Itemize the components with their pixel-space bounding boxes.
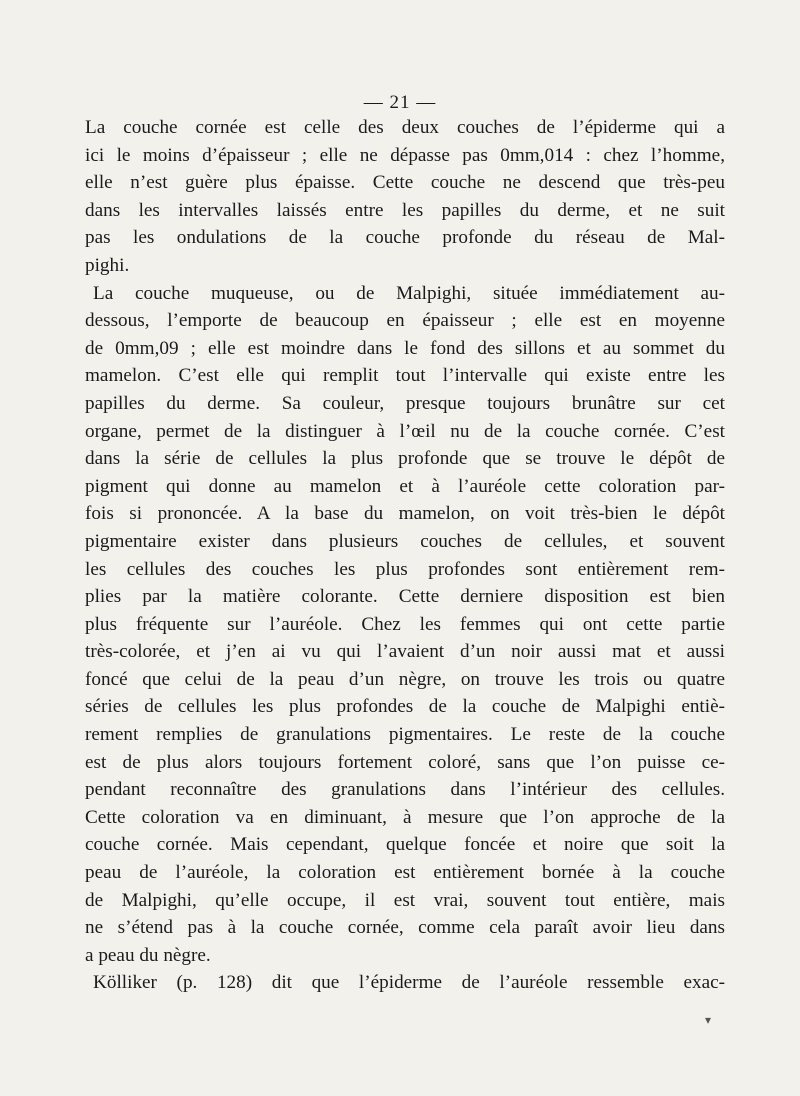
text-line: elle n’est guère plus épaisse. Cette couche ne descend que très-peu (85, 172, 725, 194)
text-line: ne s’étend pas à la couche cornée, comme cela paraît avoir lieu dans (85, 917, 725, 939)
text-line: pas les ondulations de la couche profonde du réseau de Mal- (85, 227, 725, 249)
text-line: de Malpighi, qu’elle occupe, il est vrai, souvent tout entière, mais (85, 889, 725, 911)
text-line: a peau du nègre. (85, 944, 211, 966)
text-line: papilles du derme. Sa couleur, presque toujours brunâtre sur cet (85, 392, 725, 414)
text-line: de 0mm,09 ; elle est moindre dans le fond des sillons et au sommet du (85, 337, 725, 359)
text-line: foncé que celui de la peau d’un nègre, on trouve les trois ou quatre (85, 668, 725, 690)
page-number: — 21 — (363, 92, 437, 113)
text-line: couche cornée. Mais cependant, quelque foncée et noire que soit la (85, 834, 725, 856)
text-line: plus fréquente sur l’auréole. Chez les femmes qui ont cette partie (85, 613, 725, 635)
text-line: rement remplies de granulations pigmentaires. Le reste de la couche (85, 724, 725, 746)
text-line: plies par la matière colorante. Cette derniere disposition est bien (85, 586, 725, 608)
text-line: Cette coloration va en diminuant, à mesure que l’on approche de la (85, 806, 725, 828)
text-line: organe, permet de la distinguer à l’œil nu de la couche cornée. C’est (85, 420, 725, 442)
text-line: pigment qui donne au mamelon et à l’auréole cette coloration par- (85, 475, 725, 497)
text-line: Kölliker (p. 128) dit que l’épiderme de l’auréole ressemble exac- (93, 972, 725, 994)
text-line: est de plus alors toujours fortement coloré, sans que l’on puisse ce- (85, 751, 725, 773)
body-text (85, 114, 725, 997)
text-line: La couche muqueuse, ou de Malpighi, située immédiatement au- (93, 282, 725, 304)
text-line: mamelon. C’est elle qui remplit tout l’intervalle qui existe entre les (85, 365, 725, 387)
text-line: ici le moins d’épaisseur ; elle ne dépasse pas 0mm,014 : chez l’homme, (85, 144, 725, 166)
text-line: La couche cornée est celle des deux couches de l’épiderme qui a (85, 117, 725, 138)
text-line: dans les intervalles laissés entre les papilles du derme, et ne suit (85, 199, 725, 221)
text-line: dessous, l’emporte de beaucoup en épaisseur ; elle est en moyenne (85, 310, 725, 332)
text-line: pigmentaire exister dans plusieurs couches de cellules, et souvent (85, 530, 725, 552)
text-line: très-colorée, et j’en ai vu qui l’avaient d’un noir aussi mat et aussi (85, 641, 725, 663)
text-line: pighi. (85, 254, 130, 276)
margin-mark-icon: ▾ (705, 1013, 712, 1027)
text-line: les cellules des couches les plus profondes sont entièrement rem- (85, 558, 725, 580)
text-line: fois si prononcée. A la base du mamelon, on voit très-bien le dépôt (85, 503, 725, 525)
text-line: dans la série de cellules la plus profonde que se trouve le dépôt de (85, 448, 725, 470)
text-line: peau de l’auréole, la coloration est entièrement bornée à la couche (85, 862, 725, 884)
text-line: pendant reconnaître des granulations dans l’intérieur des cellules. (85, 779, 725, 801)
text-line: séries de cellules les plus profondes de la couche de Malpighi entiè- (85, 696, 725, 718)
